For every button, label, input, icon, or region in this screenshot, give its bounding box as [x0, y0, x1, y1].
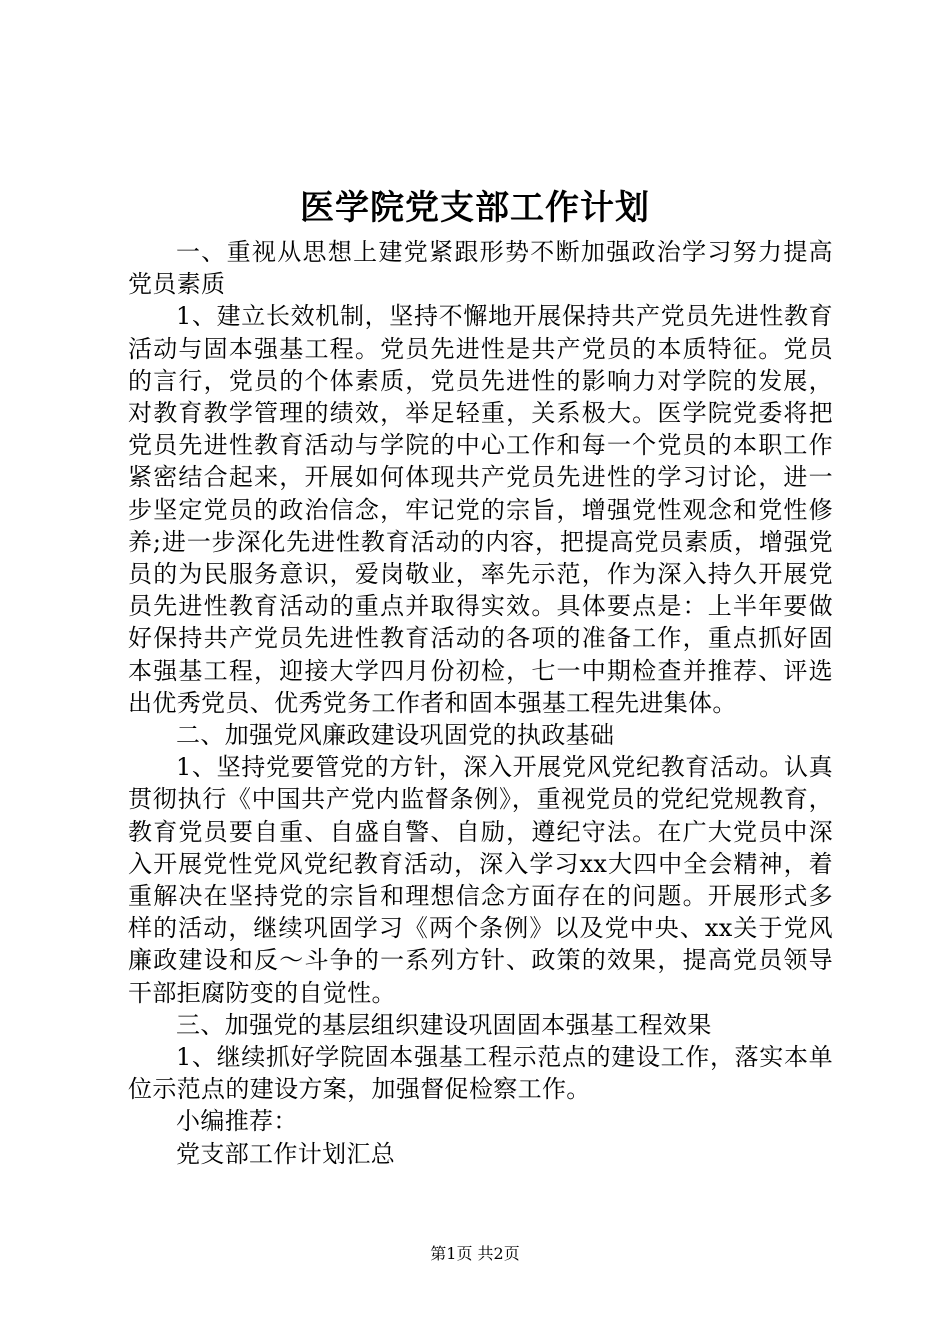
- page-number-footer: 第1页 共2页: [430, 1244, 520, 1263]
- document-body: [128, 236, 833, 1170]
- section-heading-1: 一、重视从思想上建党紧跟形势不断加强政治学习努力提高党员素质: [128, 238, 833, 299]
- document-title: 医学院党支部工作计划: [300, 188, 650, 228]
- body-paragraph-3: 1、继续抓好学院固本强基工程示范点的建设工作，落实本单位示范点的建设方案，加强督促检察工作。: [128, 1043, 833, 1104]
- recommend-label: 小编推荐：: [176, 1107, 298, 1136]
- recommend-link[interactable]: 党支部工作计划汇总: [176, 1139, 396, 1168]
- body-paragraph-2: 1、坚持党要管党的方针，深入开展党风党纪教育活动。认真贯彻执行《中国共产党内监督条例》，重视党员的党纪党规教育，教育党员要自重、自盛自警、自励，遵纪守法。在广大党员中深入开展党性党风党纪教育活动，深入学习xx大四中全会精神，着重解决在坚持党的宗旨和理想信念方面存在的问题。开展形式多样的活动，继续巩固学习《两个条例》以及党中央、xx关于党风廉政建设和反～斗争的一系列方针、政策的效果，提高党员领导干部拒腐防变的自觉性。: [128, 753, 833, 1007]
- section-heading-3: 三、加强党的基层组织建设巩固固本强基工程效果: [176, 1010, 712, 1039]
- body-paragraph-1: 1、建立长效机制，坚持不懈地开展保持共产党员先进性教育活动与固本强基工程。党员先进性是共产党员的本质特征。党员的言行，党员的个体素质，党员先进性的影响力对学院的发展，对教育教学管理的绩效，举足轻重，关系极大。医学院党委将把党员先进性教育活动与学院的中心工作和每一个党员的本职工作紧密结合起来，开展如何体现共产党员先进性的学习讨论，进一步坚定党员的政治信念，牢记党的宗旨，增强党性观念和党性修养;进一步深化先进性教育活动的内容，把提高党员素质，增强党员的为民服务意识，爱岗敬业，率先示范，作为深入持久开展党员先进性教育活动的重点并取得实效。具体要点是：上半年要做好保持共产党员先进性教育活动的各项的准备工作，重点抓好固本强基工程，迎接大学四月份初检，七一中期检查并推荐、评选出优秀党员、优秀党务工作者和固本强基工程先进集体。: [128, 302, 833, 717]
- section-heading-2: 二、加强党风廉政建设巩固党的执政基础: [176, 721, 615, 750]
